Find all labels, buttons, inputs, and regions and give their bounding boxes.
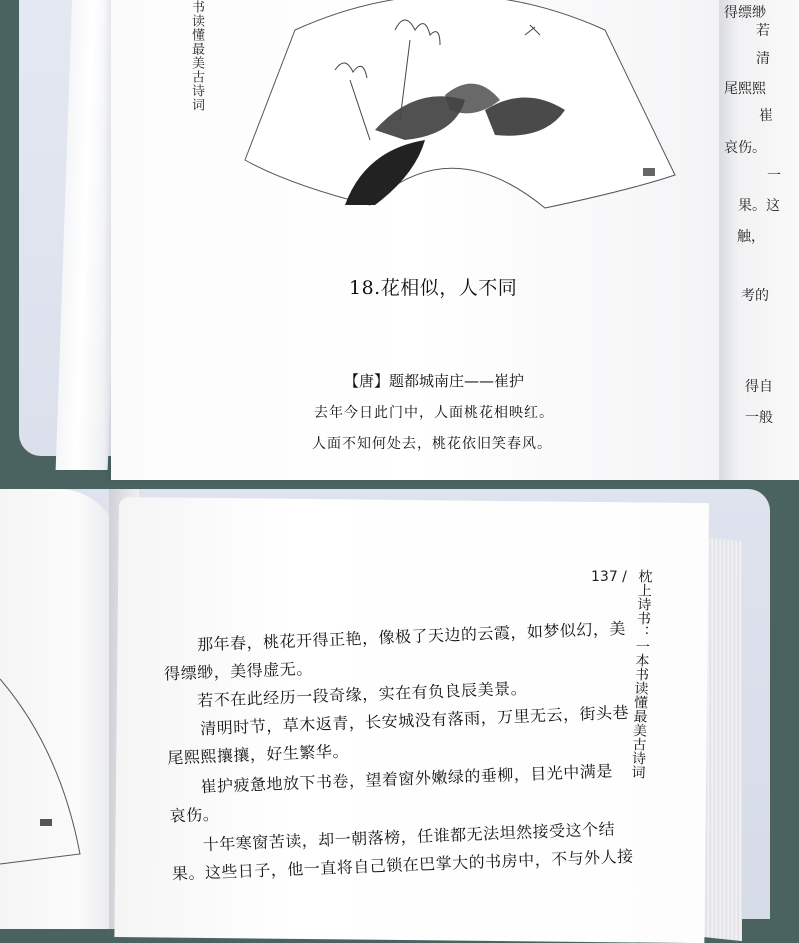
chapter-title: 18.花相似，人不同 bbox=[349, 277, 518, 299]
fan-painting-edge bbox=[0, 669, 110, 869]
page-number: 137 / bbox=[591, 569, 627, 585]
book-photo-top bbox=[19, 0, 781, 456]
poem-source: 【唐】题都城南庄——崔护 bbox=[344, 372, 525, 390]
paragraph-line: 哀伤。 bbox=[169, 804, 220, 826]
right-page-text: 触， bbox=[737, 229, 765, 245]
right-page-text: 考的 bbox=[741, 288, 769, 304]
book-page-stack-edge bbox=[702, 537, 742, 941]
paragraph-line: 崔护疲惫地放下书卷，望着窗外嫩绿的垂柳，目光中满是 bbox=[200, 761, 614, 797]
bleed-through-text bbox=[234, 185, 654, 341]
paragraph-line: 清明时节，草木返青，长安城没有落雨，万里无云，街头巷 bbox=[199, 702, 630, 739]
running-header-vertical: 枕上诗书：一本书读懂最美古诗词 bbox=[629, 568, 653, 780]
paragraph-line: 尾熙熙攘攘，好生繁华。 bbox=[167, 741, 350, 768]
right-page-text: 得自 bbox=[745, 379, 773, 395]
fan-painting-illustration bbox=[225, 0, 675, 215]
running-header-vertical: 书读懂最美古诗词 bbox=[189, 0, 204, 112]
paragraph-line: 十年寒窗苦读，却一朝落榜，任谁都无法坦然接受这个结 bbox=[202, 819, 616, 855]
book-photo-bottom bbox=[19, 489, 770, 919]
right-page-text: 一般 bbox=[745, 410, 773, 426]
right-page-text: 崔 bbox=[759, 108, 773, 124]
paragraph-line: 那年春，桃花开得正艳，像极了天边的云霞，如梦似幻，美 bbox=[196, 618, 627, 655]
poem-line: 去年今日此门中，人面桃花相映红。 bbox=[314, 405, 554, 421]
right-page-text: 果。这 bbox=[738, 198, 780, 214]
right-page-text: 若 bbox=[756, 23, 770, 39]
right-page-text: 得缥缈 bbox=[724, 5, 766, 21]
right-page-text: 哀伤。 bbox=[724, 140, 766, 156]
right-page-text: 一 bbox=[767, 168, 781, 184]
right-page-text: 尾熙熙 bbox=[724, 81, 766, 97]
paragraph-line: 得缥缈，美得虚无。 bbox=[163, 658, 313, 684]
paragraph-line: 若不在此经历一段奇缘，实在有负良辰美景。 bbox=[196, 678, 528, 711]
right-page-text: 清 bbox=[756, 51, 770, 67]
poem-line: 人面不知何处去，桃花依旧笑春风。 bbox=[312, 436, 552, 452]
paragraph-line: 果。这些日子，他一直将自己锁在巴掌大的书房中，不与外人接 bbox=[171, 846, 634, 884]
